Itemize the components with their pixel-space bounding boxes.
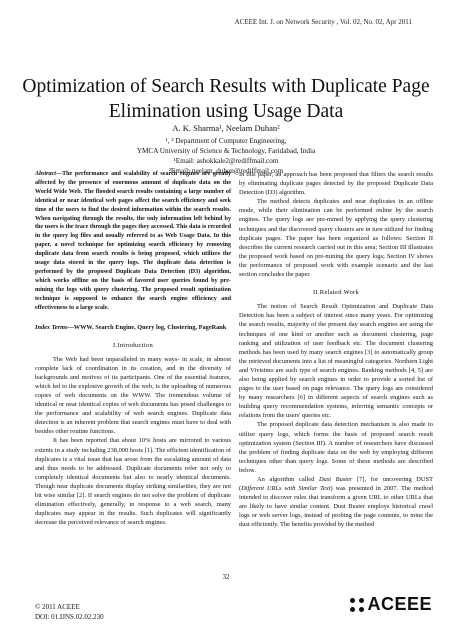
index-terms-text: —WWW, Search Engine, Query log, Clustering, PageRank [67,323,227,331]
paper-title: Optimization of Search Results with Duplicate Page Elimination using Usage Data [22,76,430,122]
related-paragraph-1: The notion of Search Result Optimization and Duplicate Data Detection has been a subject of interest since many years. For optimizing the search results, majority of the present day search engines are using the techniques of one kind or another such as document clustering, page ranking and utilization of user feedback etc. The document clustering methods has been used by many search engines [3] to automatically group the retrieved documents into a list of meaningful categories. Northern Light and Vivisimo are such type of search engines. Ranking methods [4, 5] are also being applied by search engines in order to provide a sorted list of pages to the user based on page relevance. The query logs are considered by many researchers [6] in different aspects of search engines such as building query recommendation systems, inferring semantic concepts or relations from the users' queries etc. [239,303,433,420]
index-terms-label: Index Terms [35,323,68,331]
related-paragraph-3 [239,475,433,530]
left-column [35,170,231,527]
intro-paragraph-3: In this paper, an approach has been proposed that filters the search results by eliminating duplicate pages detected by the proposed Duplicate Data Detection (D3) algorithm. [239,171,433,197]
aceee-logo [350,594,432,615]
author1-email: ¹Email: ashokkale2@rediffmail.com [173,157,279,165]
page-number: 32 [222,573,230,581]
section-heading-related-work: II.Related Work [312,289,360,297]
authors: A. K. Sharma¹, Neelam Duhan² [172,123,280,133]
abstract [35,170,231,313]
footer [35,602,104,622]
logo-text: ACEEE [367,594,432,614]
journal-header: ACEEE Int. J. on Network Security , Vol. 02, No. 02, Apr 2011 [234,18,412,26]
abstract-label: Abstract [35,171,56,177]
dustbuster-mid: [7], for uncovering DUST ( [239,476,433,493]
doi: DOI: 01.IJNS.02.02.230 [35,613,104,621]
intro-paragraph-2: It has been reported that about 10% hosts are mirrored to various extents in a study including 238,000 hosts [1]. The efficient identification of duplicates is a vital issue that has arose from the escalating amount of data and thus needs to be addressed. Duplicate documents refer not only to completely identical documents but also to nearly identical documents. Though near duplicate documents display striking similarities, they are not bit wise similar [2]. If search engines do not solve the problem of duplicate elimination effectively, generally, in response to a web search, many duplicates may appear in the results. Such duplicates will significantly decrease the perceived relevance of search engines. [35,437,231,527]
logo-dots-icon [350,598,364,612]
related-paragraph-2: The proposed duplicate data detection mechanism is also made to utilize query logs, which forms the basis of proposed search result optimization system (Section III). A number of researchers have discussed the problem of finding duplicate data on the web by employing different techniques other than query logs. Some of these methods are described below. [239,421,433,474]
dust-expansion: Different URLs with Similar Text [241,485,331,493]
intro-paragraph-1: The Web had been unparalleled in many ways- in scale, in almost complete lack of coordination in its creation, and in the diversity of backgrounds and motives of its participants. One of the essential features, which led to the explosive growth of the web, is the uploading of numerous copies of web documents on the WWW. The tremendous volume of identical or near identical copies of web documents has posed challenges to the performance and scalability of web search engines. Duplicate data detection is an inherent problem that search engines must have to deal with besides other routine functions. [35,355,231,436]
intro-paragraph-4: The method detects duplicates and near duplicates in an offline mode, while their elimination can be performed online by the search engines. The query logs are pre-mined by applying the query clustering techniques and the discovered query clusters are in turn utilized for finding duplicate pages. The paper has been organized as follows: Section II describes the current research carried out in this area; Section III illustrates the proposed work based on pre-mining the query logs; Section IV shows the performance of proposed work with example scenario and the last section concludes the paper. [239,198,433,279]
affiliation-univ: YMCA University of Science & Technology, Faridabad, India [136,147,316,155]
dustbuster-name: Dust Buster [318,476,353,483]
copyright: © 2011 ACEEE [35,603,80,611]
dustbuster-tail: ) was presented in 2007. The method intended to discover rules that transform a given URL to other URLs that are likely to have similar content. Dust Buster employs historical crawl logs or web server logs, instead of probing the page contents, to mine the dust efficiently. The benefits provided by the method [239,485,433,529]
abstract-text: —The performance and scalability of search engines are greatly affected by the presence of enormous amount of duplicate data on the World Wide Web. The flooded search results containing a large number of identical or near identical web pages affect the search efficiency and seek time of the users to find the desired information within the search results. When navigating through the results, the only information left behind by the users is the trace through the pages they accessed. This data is recorded in the query log files and usually referred to as Web Usage Data. In this paper, a novel technique for optimizing search efficiency by removing duplicate data from search results is being proposed, which utilizes the usage data stored in the query logs. The duplicate data detection is performed by the proposed Duplicate Data Detection (D3) algorithm, which works offline on the basis of favored user queries found by pre-mining the logs with query clustering. The proposed result optimization technique is supposed to enhance the search engine efficiency and effectiveness to a large scale. [35,171,231,311]
affiliation-dept: ¹, ² Department of Computer Engineering, [165,137,287,145]
section-heading-introduction: I.Introduction [112,341,154,349]
dustbuster-lead: An algorithm called [257,476,319,483]
author2-email: ²Email: neelam_duhan@rediffmail.com [168,167,284,175]
right-column [239,170,433,530]
index-terms [35,323,231,332]
